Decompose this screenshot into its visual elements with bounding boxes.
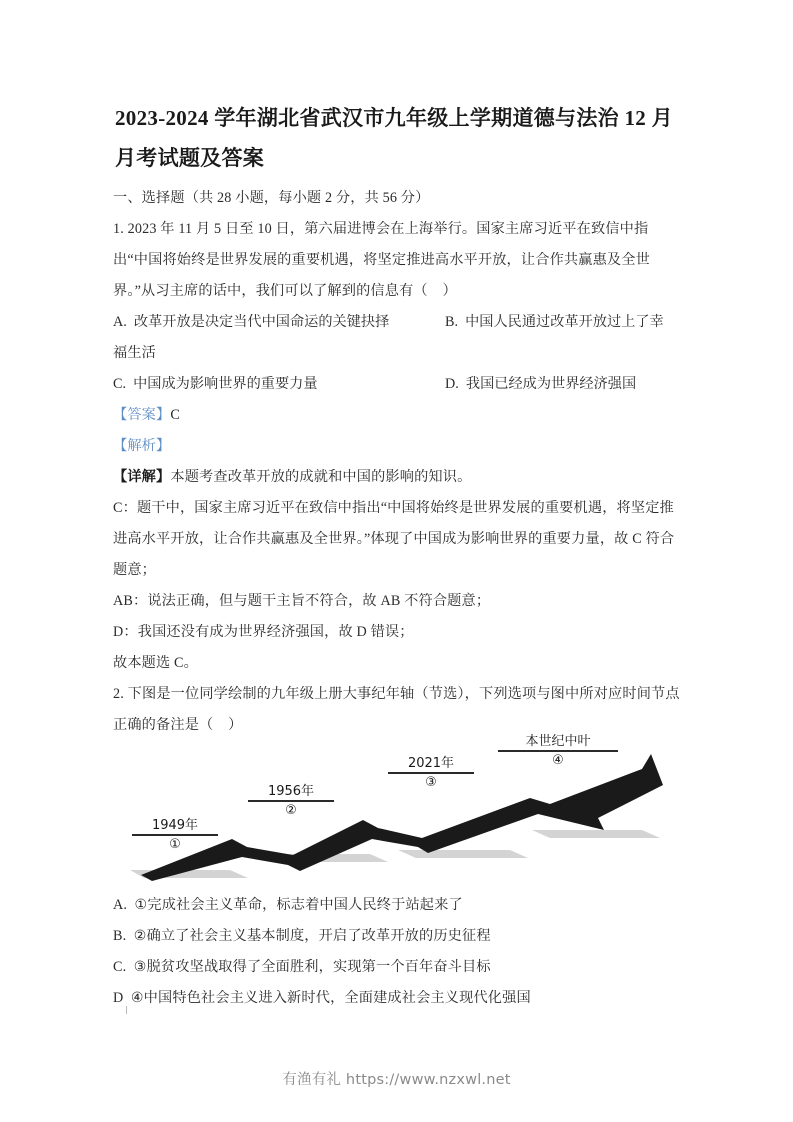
timeline-node-4: 本世纪中叶 ④ xyxy=(498,730,618,768)
question-2-stem: 2. 下图是一位同学绘制的九年级上册大事纪年轴（节选），下列选项与图中所对应时间节点正确的备注是（ ） xyxy=(113,686,680,733)
detail-text: 本题考查改革开放的成就和中国的影响的知识。 xyxy=(170,469,472,485)
question-1-options-row-1 xyxy=(113,307,683,338)
question-1-stem: 1. 2023 年 11 月 5 日至 10 日，第六届进博会在上海举行。国家主席习近平在致信中指出“中国将始终是世界发展的重要机遇，将坚定推进高水平开放，让合作共赢惠及全世界。”从习主席的话中，我们可以了解到的信息有（ ） xyxy=(113,221,650,299)
footer-watermark: 有渔有礼 https://www.nzxwl.net xyxy=(282,1072,511,1088)
question-1-option-b: B. 中国人民通过改革开放过上了幸 xyxy=(445,314,664,330)
node-2-rule xyxy=(248,800,334,802)
timeline-node-2: 1956年 ② xyxy=(248,780,334,818)
question-2-option-a: A. ①完成社会主义革命，标志着中国人民终于站起来了 xyxy=(113,897,463,913)
timeline-node-3: 2021年 ③ xyxy=(388,752,474,790)
question-1-analysis-label: 【解析】 xyxy=(113,438,171,454)
question-2-option-b: B. ②确立了社会主义基本制度，开启了改革开放的历史征程 xyxy=(113,928,491,944)
answer-label: 【答案】 xyxy=(113,407,171,423)
question-1-answer xyxy=(113,400,683,431)
stray-ink-mark xyxy=(126,1006,127,1014)
question-1-options-row-2 xyxy=(113,369,683,400)
node-1-rule xyxy=(132,834,218,836)
question-1-explanation-ab: AB：说法正确，但与题干主旨不符合，故 AB 不符合题意； xyxy=(113,593,491,609)
timeline-node-1: 1949年 ① xyxy=(132,814,218,852)
question-2-option-c: C. ③脱贫攻坚战取得了全面胜利，实现第一个百年奋斗目标 xyxy=(113,959,491,975)
question-1-detail xyxy=(113,462,683,493)
timeline-figure xyxy=(130,734,670,887)
question-1-option-d: D. 我国已经成为世界经济强国 xyxy=(445,376,637,392)
node-3-rule xyxy=(388,772,474,774)
question-body xyxy=(113,183,683,741)
question-1-option-b-wrap: 福生活 xyxy=(113,345,157,361)
answer-value: C xyxy=(170,407,180,423)
question-1-option-a: A. 改革开放是决定当代中国命运的关键抉择 xyxy=(113,314,390,330)
question-2-options xyxy=(113,890,693,1014)
section-heading: 一、选择题（共 28 小题，每小题 2 分，共 56 分） xyxy=(113,190,430,206)
page-title: 2023-2024 学年湖北省武汉市九年级上学期道德与法治 12 月月考试题及答案 xyxy=(115,106,673,170)
question-1-explanation-c: C：题干中，国家主席习近平在致信中指出“中国将始终是世界发展的重要机遇，将坚定推进高水平开放，让合作共赢惠及全世界。”体现了中国成为影响世界的重要力量，故 C 符合题意； xyxy=(113,500,675,578)
node-4-rule xyxy=(498,750,618,752)
question-1-explanation-d: D：我国还没有成为世界经济强国，故 D 错误； xyxy=(113,624,414,640)
detail-label: 【详解】 xyxy=(113,469,171,485)
question-2-option-d: D ④中国特色社会主义进入新时代，全面建成社会主义现代化强国 xyxy=(113,990,531,1006)
question-1-conclusion: 故本题选 C。 xyxy=(113,655,198,671)
question-1-option-c: C. 中国成为影响世界的重要力量 xyxy=(113,376,318,392)
